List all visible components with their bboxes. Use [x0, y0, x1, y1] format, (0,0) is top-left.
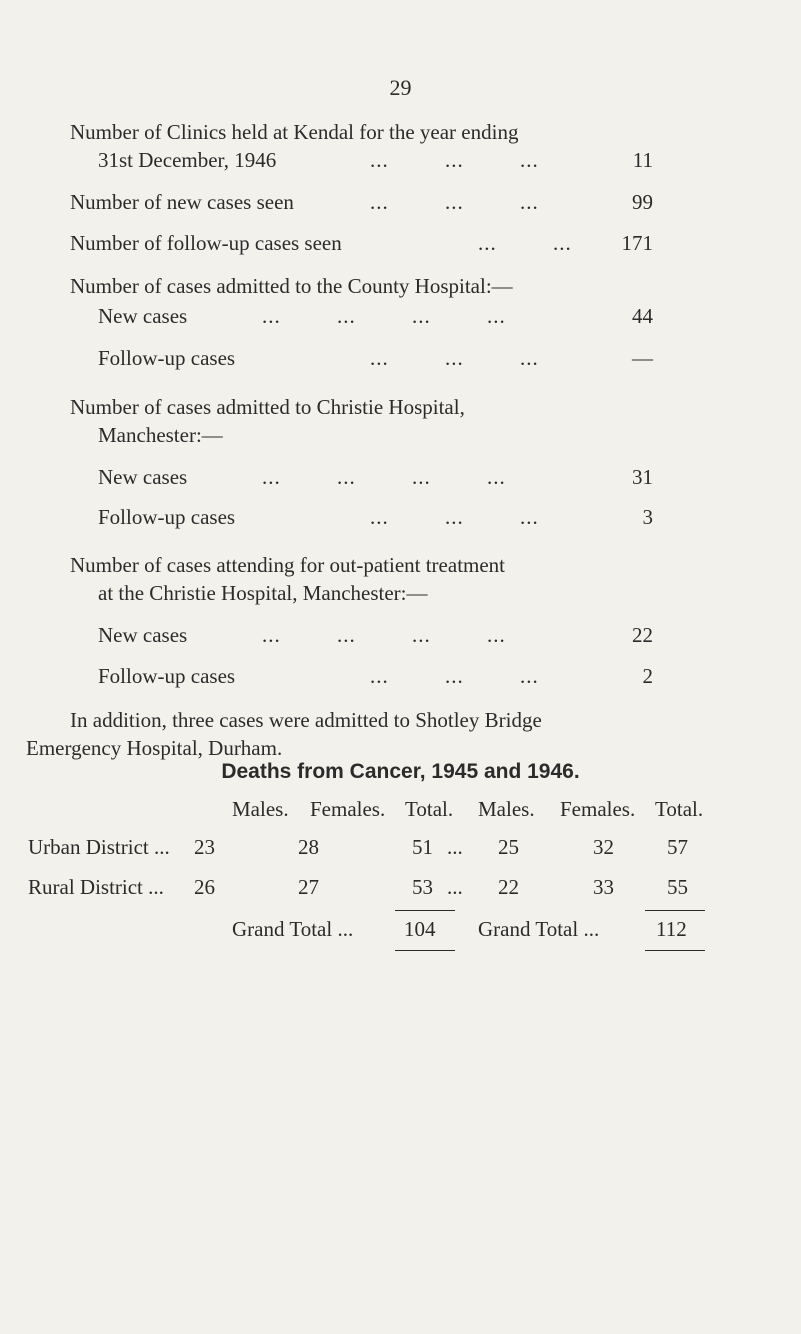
county-followup-value: — [632, 346, 653, 370]
grand-total-label-1945: Grand Total ... [232, 917, 354, 941]
county-new-label: New cases [98, 304, 188, 328]
table-cell: 55 [667, 875, 688, 899]
leader-dots: ... ... ... ... [262, 623, 506, 647]
leader-dots: ... ... ... [370, 148, 539, 172]
county-heading: Number of cases admitted to the County Hospital:— [70, 274, 513, 298]
table-cell: 25 [498, 835, 519, 859]
clinics-line-1: Number of Clinics held at Kendal for the year ending [70, 120, 519, 144]
leader-dots: ... ... ... [370, 346, 539, 370]
outpatient-new-label: New cases [98, 623, 188, 647]
outpatient-followup-value: 2 [642, 664, 653, 688]
leader-dots: ... ... ... ... [262, 304, 506, 328]
christie-followup-label: Follow-up cases [98, 505, 236, 529]
table-cell: 33 [593, 875, 614, 899]
leader-dots: ... ... ... [370, 664, 539, 688]
christie-heading-1: Number of cases admitted to Christie Hospital, [70, 395, 465, 419]
leader-dots: ... ... ... [370, 505, 539, 529]
followup-value: 171 [621, 231, 653, 255]
col-header-females-1945: Females. [310, 797, 386, 821]
table-cell: 27 [298, 875, 319, 899]
clinics-line-2: 31st December, 1946 [98, 148, 277, 172]
leader-dots: ... ... [478, 231, 572, 255]
row-label-rural: Rural District ... [28, 875, 164, 899]
table-cell: 22 [498, 875, 519, 899]
leader-dots: ... ... ... ... [262, 465, 506, 489]
outpatient-heading-2: at the Christie Hospital, Manchester:— [98, 581, 428, 605]
addition-line-2: Emergency Hospital, Durham. [26, 736, 283, 760]
christie-new-label: New cases [98, 465, 188, 489]
county-followup-label: Follow-up cases [98, 346, 236, 370]
outpatient-heading-1: Number of cases attending for out-patient treatment [70, 553, 506, 577]
table-cell: ... [447, 875, 463, 899]
christie-new-value: 31 [632, 465, 653, 489]
outpatient-followup-label: Follow-up cases [98, 664, 236, 688]
rule-line [645, 910, 705, 911]
deaths-table-title: Deaths from Cancer, 1945 and 1946. [221, 760, 580, 783]
addition-line-1: In addition, three cases were admitted to Shotley Bridge [70, 708, 542, 732]
col-header-males-1945: Males. [232, 797, 289, 821]
col-header-males-1946: Males. [478, 797, 535, 821]
col-header-total-1945: Total. [405, 797, 454, 821]
table-cell: 28 [298, 835, 319, 859]
rule-line [395, 950, 455, 951]
row-label-urban: Urban District ... [28, 835, 170, 859]
table-cell: 57 [667, 835, 688, 859]
table-cell: 26 [194, 875, 215, 899]
table-cell: 53 [412, 875, 433, 899]
grand-total-1946: 112 [656, 917, 687, 941]
leader-dots: ... ... ... [370, 190, 539, 214]
rule-line [395, 910, 455, 911]
table-cell: 51 [412, 835, 433, 859]
county-new-value: 44 [632, 304, 653, 328]
rule-line [645, 950, 705, 951]
new-cases-label: Number of new cases seen [70, 190, 294, 214]
grand-total-1945: 104 [404, 917, 436, 941]
table-cell: 32 [593, 835, 614, 859]
clinics-value: 11 [632, 148, 653, 172]
col-header-females-1946: Females. [560, 797, 636, 821]
col-header-total-1946: Total. [655, 797, 704, 821]
new-cases-value: 99 [632, 190, 653, 214]
table-cell: ... [447, 835, 463, 859]
christie-followup-value: 3 [642, 505, 653, 529]
christie-heading-2: Manchester:— [98, 423, 223, 447]
table-cell: 23 [194, 835, 215, 859]
followup-label: Number of follow-up cases seen [70, 231, 342, 255]
outpatient-new-value: 22 [632, 623, 653, 647]
page-number: 29 [389, 75, 412, 100]
grand-total-label-1946: Grand Total ... [478, 917, 600, 941]
